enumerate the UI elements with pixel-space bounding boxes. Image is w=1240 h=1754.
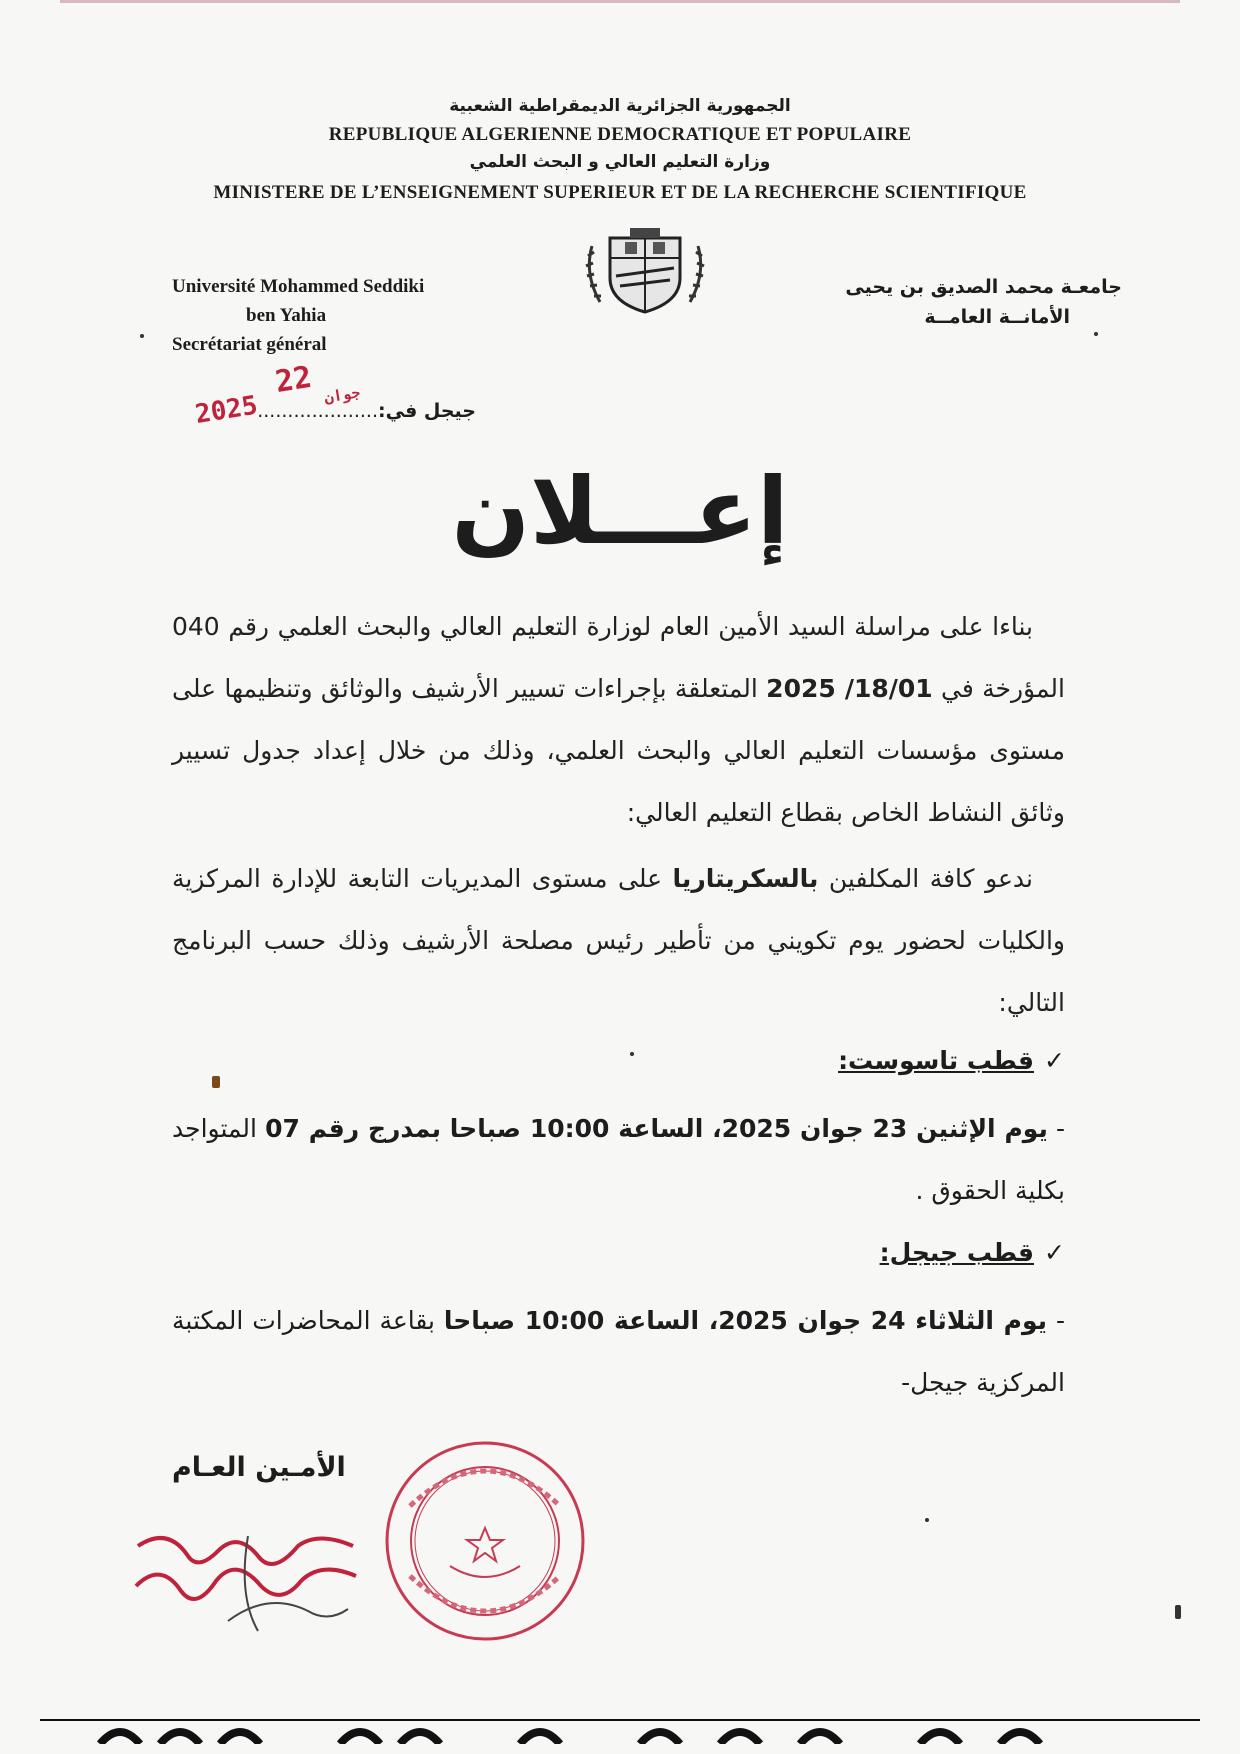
paragraph-2-bold: بالسكريتاريا [672,864,819,893]
handwritten-signature-icon [128,1516,368,1636]
paragraph-1-text1: بناءا على مراسلة السيد الأمين العام لوزارة التعليم العالي والبحث العلمي رقم 040 المؤرخة في [172,612,1065,703]
scan-speck [212,1076,220,1088]
schedule-heading-2-text: قطب جيجل: [879,1238,1035,1267]
paragraph-2 [172,848,1065,1034]
university-fr-line3: Secrétariat général [172,334,327,355]
schedule-2-bold: يوم الثلاثاء 24 جوان 2025، الساعة 10:00 صباحا [443,1306,1048,1335]
schedule-heading-1 [838,1046,1065,1075]
university-fr-line2: ben Yahia [246,305,327,326]
scan-speck [1175,1605,1181,1619]
schedule-item-2 [172,1290,1065,1414]
schedule-heading-2 [880,1238,1065,1267]
checkmark-icon: ✓ [1044,1046,1065,1075]
scan-speck [1094,332,1098,336]
ministry-french: MINISTERE DE L’ENSEIGNEMENT SUPERIEUR ET DE LA RECHERCHE SCIENTIFIQUE [213,182,1027,203]
schedule-2-dash: - [1047,1306,1065,1335]
republic-arabic: الجمهورية الجزائرية الديمقراطية الشعبية [449,96,791,116]
scan-speck [140,334,144,338]
university-fr-line1: Université Mohammed Seddiki [172,276,425,297]
schedule-item-1 [172,1098,1065,1222]
university-ar-line2: الأمانــة العامــة [924,306,1070,328]
paragraph-1 [172,596,1065,844]
date-stamp-day: 22 [272,359,315,401]
university-name-arabic [845,272,1122,332]
republic-french: REPUBLIQUE ALGERIENNE DEMOCRATIQUE ET POPULAIRE [328,124,912,145]
university-name-french [172,272,424,359]
university-emblem-icon [580,226,710,318]
schedule-1-bold: يوم الإثنين 23 جوان 2025، الساعة 10:00 صباحا بمدرج رقم 07 [265,1114,1048,1143]
announcement-title: إعـــلان [451,458,789,565]
date-label: جيجل في: [378,400,476,422]
top-edge-mark [60,0,1180,3]
paragraph-1-date: 18/01/ 2025 [766,674,933,703]
university-ar-line1: جامعـة محمد الصديق بن يحيى [845,276,1122,298]
schedule-heading-1-text: قطب تاسوست: [838,1046,1035,1075]
scan-edge-artifact [40,1716,1200,1744]
schedule-1-text: المتواجد بكلية الحقوق . [172,1114,1065,1205]
ministry-arabic: وزارة التعليم العالي و البحث العلمي [469,152,771,172]
schedule-1-dash: - [1047,1114,1065,1143]
signatory-title: الأمـين العـام [172,1452,346,1483]
schedule-2-text: بقاعة المحاضرات المكتبة المركزية جيجل- [172,1306,1065,1397]
official-seal-icon [380,1436,590,1646]
date-stamp-month: جوان [323,383,362,407]
date-stamp-year: 2025 [193,390,260,431]
checkmark-icon: ✓ [1044,1238,1065,1267]
paragraph-2-text1: ندعو كافة المكلفين [818,864,1033,893]
paragraph-1-text2: المتعلقة بإجراءات تسيير الأرشيف والوثائق وتنظيمها على مستوى مؤسسات التعليم العالي والبحث العلمي، وذلك من خلال إعداد جدول تسيير وثائق النشاط الخاص بقطاع التعليم العالي: [172,674,1065,827]
date-dots: .................... [257,400,379,422]
scan-speck [630,1052,634,1056]
scan-speck [925,1518,929,1522]
paragraph-2-text2: على مستوى المديريات التابعة للإدارة المركزية والكليات لحضور يوم تكويني من تأطير رئيس مصلحة الأرشيف وذلك حسب البرنامج التالي: [172,864,1065,1017]
